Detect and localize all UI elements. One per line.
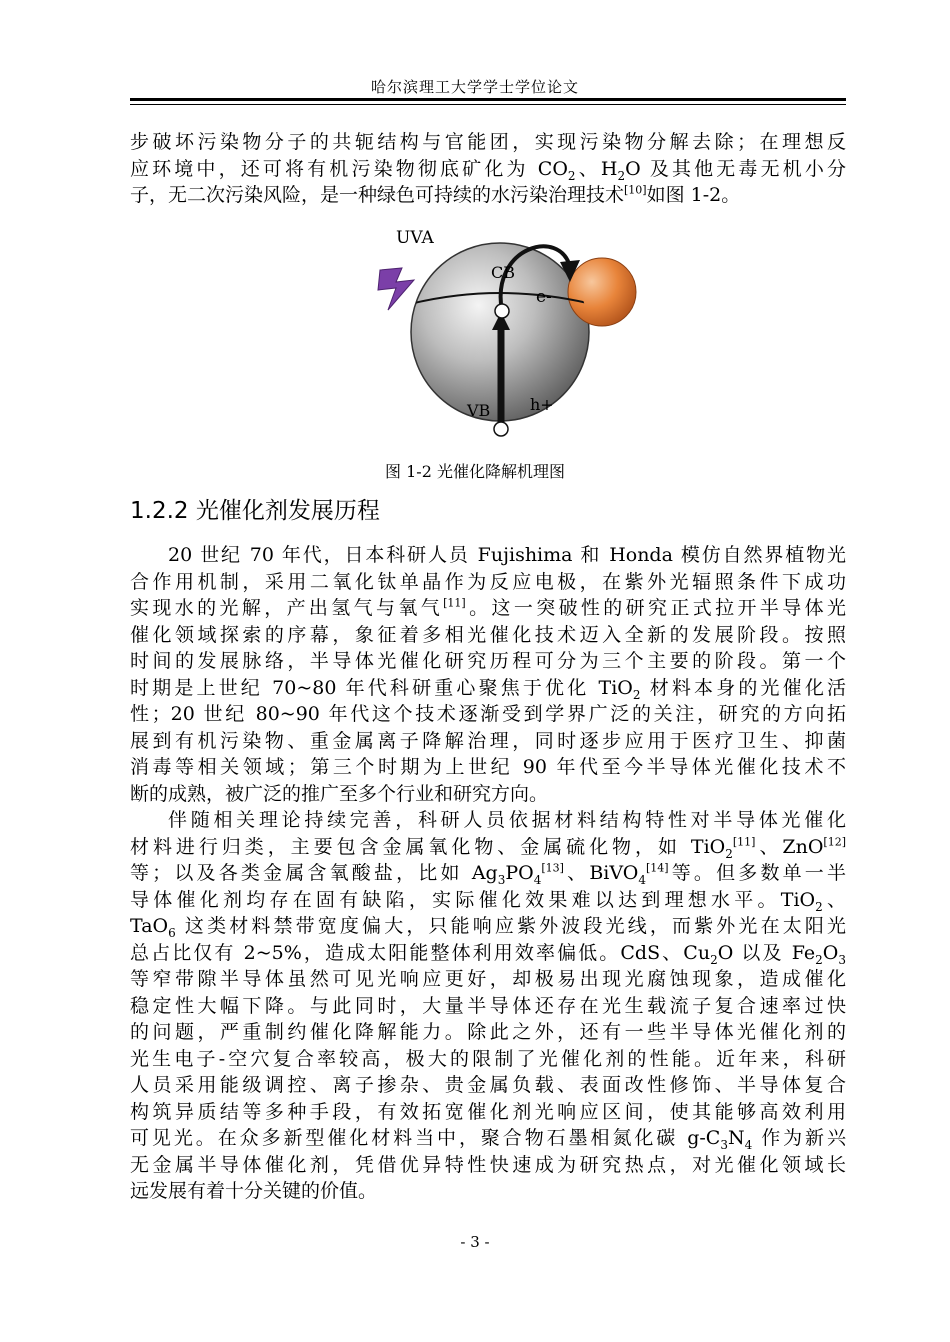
text-line: 实现水的光解，产出氢气与氧气[11]。这一突破性的研究正式拉开半导体光 xyxy=(130,596,846,619)
photocatalysis-mechanism-figure xyxy=(370,222,640,447)
text-line: 可见光。在众多新型催化材料当中，聚合物石墨相氮化碳 $g-C_3N_4$ 作为新兴 xyxy=(130,1127,846,1152)
uv-lightning-bolt xyxy=(378,268,414,310)
text-line: 远发展有着十分关键的价值。 xyxy=(130,1180,378,1202)
classification-paragraph xyxy=(130,807,846,1205)
text-line: 合作用机制，采用二氧化钛单晶作为反应电极，在紫外光辐照条件下成功 xyxy=(130,570,846,593)
text-line: 的问题，严重制约催化降解能力。除此之外，还有一些半导体光催化剂的 xyxy=(130,1021,846,1043)
text-line: 总占比仅有 2~5%，造成太阳能整体利用效率偏低。CdS、$Cu_2O$ 以及 $Fe_2O_3$ xyxy=(130,941,847,967)
text-line: 等；以及各类金属含氧酸盐，比如 $Ag_3PO_4[13]$、BiVO$_4$[14]等。但多数单一半 xyxy=(130,861,846,887)
cb-label: CB xyxy=(491,263,515,282)
intro-paragraph xyxy=(130,129,846,209)
text-line: 时期是上世纪 70~80 年代科研重心聚焦于优化 TiO$_2$ 材料本身的光催化活 xyxy=(130,676,846,702)
vb-label: VB xyxy=(467,401,491,420)
text-line: 应环境中，还可将有机污染物彻底矿化为 $CO_2$、$H_2O$ 及其他无毒无机小分 xyxy=(130,157,847,183)
text-line: 稳定性大幅下降。与此同时，大量半导体还存在光生载流子复合速率过快 xyxy=(130,994,846,1017)
text-line: 材料进行归类，主要包含金属氧化物、金属硫化物，如 TiO$_2$[11]、ZnO[12] xyxy=(130,835,847,861)
text-line: 时间的发展脉络，半导体光催化研究历程可分为三个主要的阶段。第一个 xyxy=(130,650,846,672)
text-line: 伴随相关理论持续完善，科研人员依据材料结构特性对半导体光催化 xyxy=(168,809,846,831)
text-line: 断的成熟，被广泛的推广至多个行业和研究方向。 xyxy=(130,782,549,805)
header-rule-thick xyxy=(130,98,846,101)
electron-label: e- xyxy=(536,287,552,307)
hole-dot xyxy=(494,422,508,436)
text-line: 等窄带隙半导体虽然可见光响应更好，却极易出现光腐蚀现象，造成催化 xyxy=(130,968,846,990)
text-line: 催化领域探索的序幕，象征着多相光催化技术迈入全新的发展阶段。按照 xyxy=(130,623,846,646)
text-line: 无金属半导体催化剂，凭借优异特性快速成为研究热点，对光催化领域长 xyxy=(130,1153,846,1176)
mechanism-diagram xyxy=(370,222,640,447)
figure-caption: 图 1-2 光催化降解机理图 xyxy=(385,462,565,481)
section-heading: 1.2.2 光催化剂发展历程 xyxy=(130,498,380,524)
text-line: 性；20 世纪 80~90 年代这个技术逐渐受到学界广泛的关注，研究的方向拓 xyxy=(130,703,846,725)
cocatalyst-particle xyxy=(568,258,636,326)
text-line: 构筑异质结等多种手段，有效拓宽催化剂光响应区间，使其能够高效利用 xyxy=(130,1100,846,1123)
page-number: - 3 - xyxy=(460,1233,490,1251)
text-line: 导体催化剂均存在固有缺陷，实际催化效果难以达到理想水平。TiO$_2$、 xyxy=(130,888,846,914)
text-line: 展到有机污染物、重金属离子降解治理，同时逐步应用于医疗卫生、抑菌 xyxy=(130,729,846,752)
text-line: 子，无二次污染风险，是一种绿色可持续的水污染治理技术[10]如图 1-2。 xyxy=(130,183,741,206)
electron-dot xyxy=(495,304,509,318)
uva-label: UVA xyxy=(396,228,434,248)
text-line: 人员采用能级调控、离子掺杂、贵金属负载、表面改性修饰、半导体复合 xyxy=(130,1074,846,1096)
text-line: 步破坏污染物分子的共轭结构与官能团，实现污染物分解去除；在理想反 xyxy=(130,131,846,153)
header-rule-thin xyxy=(130,104,846,105)
text-line: 20 世纪 70 年代，日本科研人员 Fujishima 和 Honda 模仿自然界植物光 xyxy=(168,544,846,566)
text-line: 光生电子-空穴复合率较高，极大的限制了光催化剂的性能。近年来，科研 xyxy=(130,1047,846,1070)
text-line: TaO$_6$ 这类材料禁带宽度偏大，只能响应紫外波段光线，而紫外光在太阳光 xyxy=(130,915,846,940)
history-paragraph xyxy=(130,542,846,807)
hole-label: h+ xyxy=(530,395,554,414)
text-line: 消毒等相关领域；第三个时期为上世纪 90 年代至今半导体光催化技术不 xyxy=(130,756,846,778)
running-header: 哈尔滨理工大学学士学位论文 xyxy=(370,78,579,96)
